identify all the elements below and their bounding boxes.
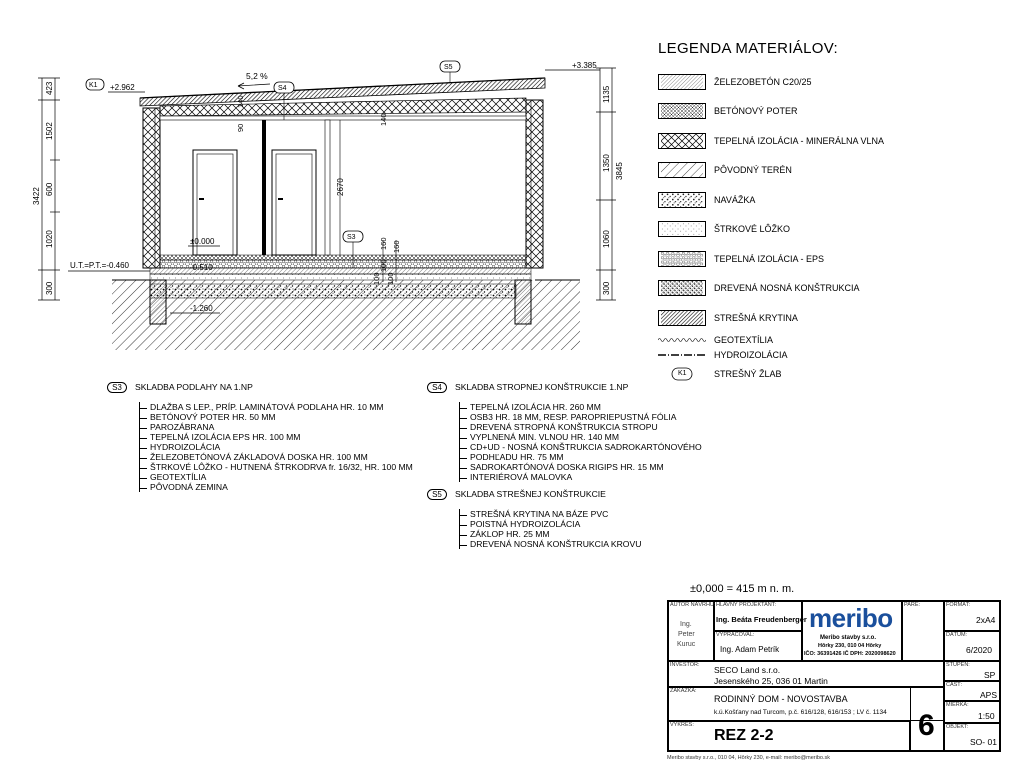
legend-label: PÔVODNÝ TERÉN bbox=[714, 165, 792, 176]
s5-tag: S5 bbox=[427, 489, 447, 500]
roof-slope: 5,2 % bbox=[246, 71, 268, 81]
s3-item: GEOTEXTÍLIA bbox=[140, 472, 413, 482]
dim-right-4: 300 bbox=[602, 281, 611, 295]
s4-item: VYPLNENÁ MIN. VLNOU HR. 140 MM bbox=[460, 432, 702, 442]
s4-item: CD+UD - NOSNÁ KONŠTRUKCIA SADROKARTÓNOVÉHO bbox=[460, 442, 702, 452]
s4-item: DREVENÁ STROPNÁ KONŠTRUKCIA STROPU bbox=[460, 422, 702, 432]
stage-label: STUPEŇ: bbox=[946, 662, 970, 668]
pattern-wool-swatch bbox=[658, 133, 706, 149]
datum-note: ±0,000 = 415 m n. m. bbox=[690, 583, 795, 595]
part-label: PARE: bbox=[904, 602, 921, 608]
legend-label: NAVÁŽKA bbox=[714, 194, 756, 205]
pattern-fill-swatch bbox=[658, 192, 706, 208]
legend-item bbox=[658, 67, 1018, 97]
legend-label: ŽELEZOBETÓN C20/25 bbox=[714, 76, 812, 87]
s3-item: PAROZÁBRANA bbox=[140, 422, 413, 432]
tag-s3: S3 bbox=[347, 234, 356, 241]
pattern-roof-swatch bbox=[658, 310, 706, 326]
part2-value: APS bbox=[980, 690, 998, 700]
wall-right bbox=[526, 100, 543, 268]
site-value: k.ú.Košťany nad Turcom, p.č. 616/128, 616/153 ; LV č. 1134 bbox=[714, 709, 887, 716]
legend-label: STREŠNÁ KRYTINA bbox=[714, 312, 798, 323]
pattern-wood-swatch bbox=[658, 280, 706, 296]
legend-item bbox=[658, 244, 1018, 274]
level-floor: ±0.000 bbox=[190, 237, 215, 246]
chief-label: HLAVNÝ PROJEKTANT: bbox=[716, 602, 777, 608]
dim-inner-floor-c: 100 bbox=[379, 259, 388, 272]
investor-line: Jesenského 25, 036 01 Martin bbox=[714, 676, 828, 686]
ceiling-board bbox=[160, 116, 526, 120]
author-line: Ing. bbox=[680, 621, 692, 628]
scale-value: 1:50 bbox=[978, 711, 995, 721]
legend-item bbox=[658, 274, 1018, 304]
s5-item: STREŠNÁ KRYTINA NA BÁZE PVC bbox=[460, 509, 641, 519]
dim-right-total: 3845 bbox=[615, 162, 624, 180]
legend-item bbox=[658, 185, 1018, 215]
s4-item: SADROKARTÓNOVÁ DOSKA RIGIPS HR. 15 MM bbox=[460, 462, 702, 472]
pattern-soil-swatch bbox=[658, 162, 706, 178]
s5-title: SKLADBA STREŠNEJ KONŠTRUKCIE bbox=[455, 489, 606, 499]
legend-label: BETÓNOVÝ POTER bbox=[714, 106, 798, 117]
format-value: 2xA4 bbox=[976, 615, 996, 625]
door-right bbox=[272, 150, 316, 255]
legend-item bbox=[658, 156, 1018, 186]
s4-tag: S4 bbox=[427, 382, 447, 393]
s4-title: SKLADBA STROPNEJ KONŠTRUKCIE 1.NP bbox=[455, 382, 629, 392]
s5-item: DREVENÁ NOSNÁ KONŠTRUKCIA KROVU bbox=[460, 539, 641, 549]
legend-label: TEPELNÁ IZOLÁCIA - EPS bbox=[714, 253, 825, 264]
tag-k1: K1 bbox=[89, 82, 98, 89]
investor-line: SECO Land s.r.o. bbox=[714, 665, 781, 675]
chief-name: Ing. Beáta Freudenberger bbox=[716, 615, 807, 624]
title-block bbox=[667, 600, 1001, 752]
s3-item: ŠTRKOVÉ LÔŽKO - HUTNENÁ ŠTRKODRVA fr. 16/32, HR. 100 MM bbox=[140, 462, 413, 472]
company-line: IČO: 36391426 IČ DPH: 2020098620 bbox=[804, 651, 896, 657]
s3-item: ŽELEZOBETÓNOVÁ ZÁKLADOVÁ DOSKA HR. 100 MM bbox=[140, 452, 413, 462]
sheet-number: 6 bbox=[918, 709, 935, 742]
legend-item bbox=[658, 303, 1018, 333]
s3-item: DLAŽBA S LEP., PRÍP. LAMINÁTOVÁ PODLAHA HR. 10 MM bbox=[140, 402, 413, 412]
author-line: Peter bbox=[678, 631, 695, 638]
legend-label: HYDROIZOLÁCIA bbox=[714, 350, 788, 360]
floor-screed bbox=[160, 255, 526, 260]
legend-label: ŠTRKOVÉ LÔŽKO bbox=[714, 224, 791, 235]
author-label: AUTOR NÁVRHU: bbox=[670, 602, 716, 608]
s3-item: TEPELNÁ IZOLÁCIA EPS HR. 100 MM bbox=[140, 432, 413, 442]
tag-s4: S4 bbox=[278, 85, 287, 92]
gutter-tag: K1 bbox=[678, 370, 687, 377]
object-value: SO- 01 bbox=[970, 737, 997, 747]
s5-item: ZÁKLOP HR. 25 MM bbox=[460, 529, 641, 539]
stage-value: SP bbox=[984, 670, 996, 680]
date-value: 6/2020 bbox=[966, 645, 992, 655]
dim-left-4: 1020 bbox=[45, 230, 54, 248]
date-label: DÁTUM: bbox=[946, 632, 968, 638]
s3-title: SKLADBA PODLAHY NA 1.NP bbox=[135, 382, 253, 392]
dim-inner-floor-a: 160 bbox=[379, 237, 388, 250]
pattern-eps-swatch bbox=[658, 251, 706, 267]
legend-label: DREVENÁ NOSNÁ KONŠTRUKCIA bbox=[714, 283, 860, 294]
author-line: Kuruc bbox=[677, 641, 696, 648]
scale-label: MIERKA: bbox=[946, 702, 969, 708]
wall-left bbox=[143, 108, 160, 268]
drawing-label: VÝKRES: bbox=[670, 722, 694, 728]
level-footing: -1.260 bbox=[190, 304, 213, 313]
dim-left-total: 3422 bbox=[32, 187, 41, 205]
dim-inner-floor-e: 160 bbox=[392, 240, 401, 253]
legend-label: GEOTEXTÍLIA bbox=[714, 335, 774, 345]
legend-item bbox=[658, 333, 1018, 348]
s4-item: OSB3 HR. 18 MM, RESP. PAROPRIEPUSTNÁ FÓLIA bbox=[460, 412, 702, 422]
company-line: Meribo stavby s.r.o. bbox=[820, 635, 877, 641]
level-base: -0.510 bbox=[190, 263, 213, 272]
order-value: RODINNÝ DOM - NOVOSTAVBA bbox=[714, 694, 848, 704]
dim-inner-floor-b: 100 bbox=[372, 272, 381, 285]
materials-legend bbox=[658, 40, 1018, 385]
s4-item: INTERIÉROVÁ MALOVKA bbox=[460, 472, 702, 482]
dim-inner-height: 2670 bbox=[336, 178, 345, 196]
footing-right bbox=[515, 280, 531, 324]
legend-item bbox=[658, 97, 1018, 127]
level-top-right: +3.385 bbox=[572, 61, 597, 70]
company-line: Hôrky 230, 010 04 Hôrky bbox=[818, 643, 882, 649]
company-logo: meribo bbox=[809, 603, 893, 633]
legend-title: LEGENDA MATERIÁLOV: bbox=[658, 40, 838, 57]
format-label: FORMÁT: bbox=[946, 602, 971, 608]
dim-inner-ceiling: 90 bbox=[236, 123, 245, 132]
dim-right-3: 1060 bbox=[602, 230, 611, 248]
geotextile-line-swatch bbox=[658, 337, 706, 343]
pattern-reinforced-swatch bbox=[658, 74, 706, 90]
pattern-gravel-swatch bbox=[658, 221, 706, 237]
dim-right-2: 1350 bbox=[602, 154, 611, 172]
level-ground: U.T.=P.T.=-0.460 bbox=[70, 261, 129, 270]
s4-item: PODHĽADU HR. 75 MM bbox=[460, 452, 702, 462]
object-label: OBJEKT: bbox=[946, 724, 969, 730]
dim-inner-roof: 140 bbox=[236, 95, 245, 108]
composition-s3 bbox=[107, 380, 413, 492]
legend-label: TEPELNÁ IZOLÁCIA - MINERÁLNA VLNA bbox=[714, 135, 885, 146]
s3-item: PÔVODNÁ ZEMINA bbox=[140, 482, 413, 492]
floor-eps bbox=[160, 260, 526, 268]
dim-inner-ceil-right: 140 bbox=[379, 113, 388, 126]
level-top-left: +2.962 bbox=[110, 83, 135, 92]
s4-item: TEPELNÁ IZOLÁCIA HR. 260 MM bbox=[460, 402, 702, 412]
tag-s5: S5 bbox=[444, 64, 453, 71]
drawn-name: Ing. Adam Petrík bbox=[720, 645, 780, 654]
pattern-screed-swatch bbox=[658, 103, 706, 119]
drawing-title: REZ 2-2 bbox=[714, 727, 774, 744]
dim-right-1: 1135 bbox=[602, 85, 611, 103]
investor-label: INVESTOR: bbox=[670, 662, 700, 668]
dim-left-3: 600 bbox=[45, 182, 54, 196]
s3-tag: S3 bbox=[107, 382, 127, 393]
part2-label: ČASŤ: bbox=[946, 682, 963, 688]
composition-s4 bbox=[427, 380, 702, 482]
dim-left-5: 300 bbox=[45, 281, 54, 295]
drawn-label: VYPRACOVAL: bbox=[716, 632, 755, 638]
floor-gravel bbox=[150, 274, 531, 280]
dim-left-1: 423 bbox=[45, 81, 54, 95]
hydroisolation-line-swatch bbox=[658, 352, 706, 358]
legend-item bbox=[658, 126, 1018, 156]
legend-label: STREŠNÝ ŽLAB bbox=[714, 368, 782, 379]
dim-inner-floor-d: 100 bbox=[386, 272, 395, 285]
order-label: ZÁKAZKA: bbox=[670, 688, 697, 694]
s3-item: BETÓNOVÝ POTER HR. 50 MM bbox=[140, 412, 413, 422]
legend-item bbox=[658, 363, 1018, 385]
legend-item bbox=[658, 348, 1018, 363]
dim-left-2: 1502 bbox=[45, 122, 54, 140]
section-drawing bbox=[0, 0, 640, 360]
s5-item: POISTNÁ HYDROIZOLÁCIA bbox=[460, 519, 641, 529]
footer-contact: Meribo stavby s.r.o., 010 04, Hôrky 230, e-mail: meribo@meribo.sk bbox=[667, 755, 831, 761]
composition-s5 bbox=[427, 487, 641, 549]
s3-item: HYDROIZOLÁCIA bbox=[140, 442, 413, 452]
legend-item bbox=[658, 215, 1018, 245]
